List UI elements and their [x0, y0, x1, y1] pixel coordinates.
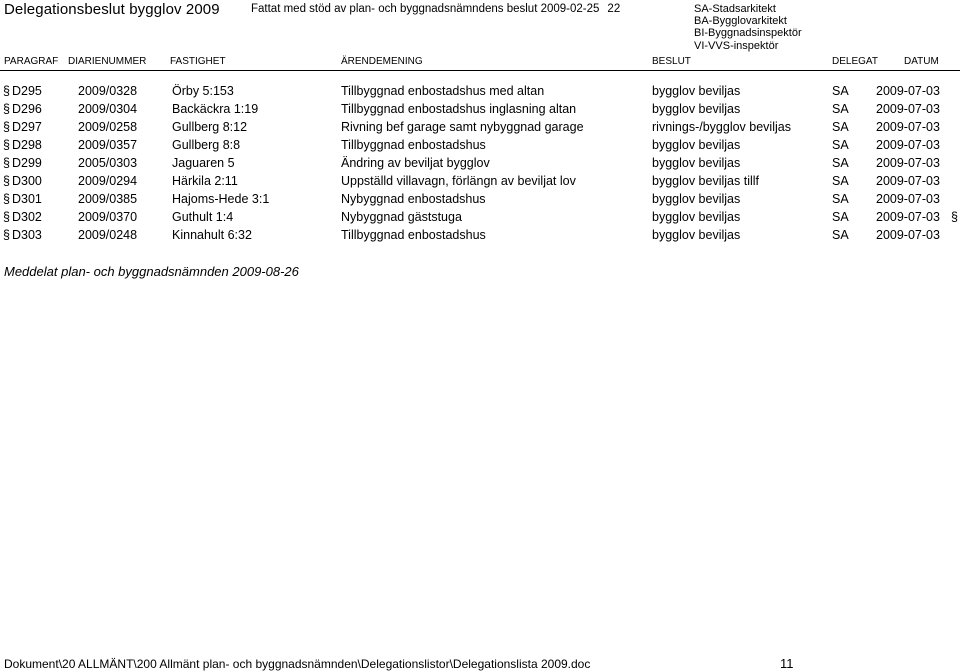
column-header-paragraf: PARAGRAF — [4, 56, 59, 67]
datum-cell: 2009-07-03 — [876, 102, 940, 116]
decision-row — [0, 228, 960, 246]
diarienummer-cell: 2009/0248 — [78, 228, 138, 242]
fastighet-cell: Backäckra 1:19 — [172, 102, 259, 116]
decision-row — [0, 120, 960, 138]
diarienummer-cell: 2009/0304 — [78, 102, 138, 116]
paragraph-icon: § — [3, 228, 10, 242]
paragraf-cell: D295 — [12, 84, 42, 98]
header-divider — [0, 70, 960, 71]
beslut-cell: bygglov beviljas — [652, 84, 741, 98]
arendemening-cell: Tillbyggnad enbostadshus — [341, 228, 486, 242]
delegat-cell: SA — [832, 192, 849, 206]
arendemening-cell: Tillbyggnad enbostadshus — [341, 138, 486, 152]
datum-cell: 2009-07-03 — [876, 228, 940, 242]
column-header-datum: DATUM — [904, 56, 939, 67]
arendemening-cell: Tillbyggnad enbostadshus inglasning altan — [341, 102, 577, 116]
decision-row — [0, 192, 960, 210]
fastighet-cell: Gullberg 8:8 — [172, 138, 241, 152]
delegat-cell: SA — [832, 84, 849, 98]
paragraf-cell: D300 — [12, 174, 42, 188]
diarienummer-cell: 2009/0294 — [78, 174, 138, 188]
document-title: Delegationsbeslut bygglov 2009 — [4, 1, 220, 18]
diarienummer-cell: 2009/0357 — [78, 138, 138, 152]
paragraf-cell: D296 — [12, 102, 42, 116]
paragraph-icon: § — [3, 174, 10, 188]
decision-row — [0, 156, 960, 174]
paragraph-icon: § — [3, 102, 10, 116]
decision-row — [0, 210, 960, 228]
delegat-cell: SA — [832, 228, 849, 242]
paragraf-cell: D302 — [12, 210, 42, 224]
fastighet-cell: Härkila 2:11 — [172, 174, 238, 188]
paragraf-cell: D297 — [12, 120, 42, 134]
subtitle-text: Fattat med stöd av plan- och byggnadsnämndens beslut 2009-02-25 — [251, 3, 600, 15]
beslut-cell: bygglov beviljas — [652, 210, 741, 224]
diarienummer-cell: 2009/0385 — [78, 192, 138, 206]
arendemening-cell: Rivning bef garage samt nybyggnad garage — [341, 120, 584, 134]
delegate-legend — [694, 3, 802, 52]
delegat-cell: SA — [832, 156, 849, 170]
diarienummer-cell: 2009/0258 — [78, 120, 138, 134]
diarienummer-cell: 2005/0303 — [78, 156, 138, 170]
legend-item: SA-Stadsarkitekt — [694, 3, 776, 15]
fastighet-cell: Örby 5:153 — [172, 84, 234, 98]
column-header-arendemening: ÄRENDEMENING — [341, 56, 423, 67]
beslut-cell: bygglov beviljas tillf — [652, 174, 759, 188]
paragraph-icon: § — [3, 192, 10, 206]
fastighet-cell: Hajoms-Hede 3:1 — [172, 192, 270, 206]
notification-note: Meddelat plan- och byggnadsnämnden 2009-08-26 — [4, 264, 299, 279]
arendemening-cell: Uppställd villavagn, förlängn av beviljat lov — [341, 174, 576, 188]
fastighet-cell: Gullberg 8:12 — [172, 120, 248, 134]
fastighet-cell: Guthult 1:4 — [172, 210, 234, 224]
legend-item: VI-VVS-inspektör — [694, 39, 779, 52]
datum-cell: 2009-07-03 — [876, 192, 940, 206]
decision-row — [0, 138, 960, 156]
arendemening-cell: Ändring av beviljat bygglov — [341, 156, 490, 170]
delegat-cell: SA — [832, 102, 849, 116]
document-subtitle — [251, 3, 620, 15]
document-path: Dokument\20 ALLMÄNT\200 Allmänt plan- och byggnadsnämnden\Delegationslistor\Delegationslista 2009.doc — [4, 657, 591, 671]
diarienummer-cell: 2009/0370 — [78, 210, 138, 224]
paragraf-cell: D299 — [12, 156, 42, 170]
datum-cell: 2009-07-03 — [876, 210, 940, 224]
paragraph-icon: § — [3, 120, 10, 134]
datum-cell: 2009-07-03 — [876, 120, 940, 134]
column-header-beslut: BESLUT — [652, 56, 691, 67]
fastighet-cell: Kinnahult 6:32 — [172, 228, 252, 242]
legend-item: BI-Byggnadsinspektör — [694, 27, 802, 40]
beslut-cell: bygglov beviljas — [652, 102, 741, 116]
delegat-cell: SA — [832, 174, 849, 188]
beslut-cell: bygglov beviljas — [652, 228, 741, 242]
column-headers — [0, 56, 960, 68]
paragraph-icon: § — [3, 156, 10, 170]
column-header-diarienummer: DIARIENUMMER — [68, 56, 147, 67]
datum-cell: 2009-07-03 — [876, 84, 940, 98]
paragraph-icon: § — [3, 138, 10, 152]
paragraf-cell: D298 — [12, 138, 42, 152]
datum-cell: 2009-07-03 — [876, 174, 940, 188]
paragraph-icon: § — [3, 84, 10, 98]
beslut-cell: bygglov beviljas — [652, 138, 741, 152]
arendemening-cell: Nybyggnad gäststuga — [341, 210, 462, 224]
subtitle-number: 22 — [607, 3, 621, 15]
fastighet-cell: Jaguaren 5 — [172, 156, 235, 170]
decision-row — [0, 174, 960, 192]
arendemening-cell: Nybyggnad enbostadshus — [341, 192, 486, 206]
datum-cell: 2009-07-03 — [876, 138, 940, 152]
page-number: 11 — [780, 656, 794, 671]
delegat-cell: SA — [832, 138, 849, 152]
beslut-cell: rivnings-/bygglov beviljas — [652, 120, 791, 134]
row-mark: § — [951, 210, 958, 224]
arendemening-cell: Tillbyggnad enbostadshus med altan — [341, 84, 545, 98]
beslut-cell: bygglov beviljas — [652, 156, 741, 170]
delegat-cell: SA — [832, 120, 849, 134]
decision-row — [0, 102, 960, 120]
paragraph-icon: § — [3, 210, 10, 224]
paragraf-cell: D303 — [12, 228, 42, 242]
legend-item: BA-Bygglovarkitekt — [694, 15, 787, 28]
document-header — [0, 0, 960, 70]
column-header-delegat: DELEGAT — [832, 56, 878, 67]
beslut-cell: bygglov beviljas — [652, 192, 741, 206]
datum-cell: 2009-07-03 — [876, 156, 940, 170]
column-header-fastighet: FASTIGHET — [170, 56, 226, 67]
decision-row — [0, 84, 960, 102]
delegat-cell: SA — [832, 210, 849, 224]
diarienummer-cell: 2009/0328 — [78, 84, 138, 98]
paragraf-cell: D301 — [12, 192, 42, 206]
